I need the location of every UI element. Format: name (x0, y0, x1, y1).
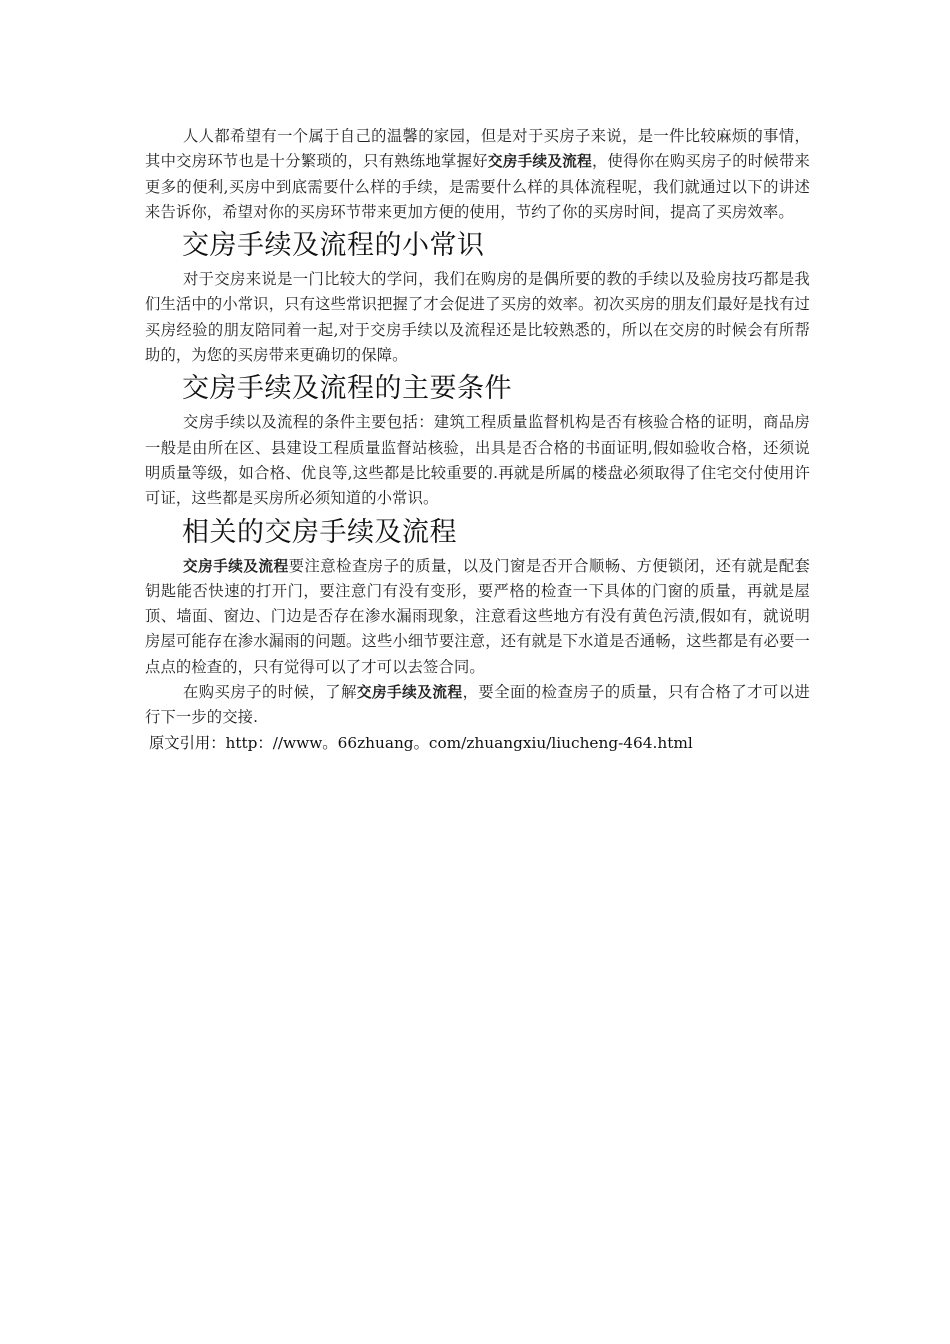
section2-paragraph: 交房手续以及流程的条件主要包括：建筑工程质量监督机构是否有核验合格的证明，商品房一般是由所在区、县建设工程质量监督站核验，出具是否合格的书面证明,假如验收合格，还须说明质量等级，如合格、优良等,这些都是比较重要的.再就是所属的楼盘必须取得了住宅交付使用许可证，这些都是买房所必须知道的小常识。 (145, 413, 810, 508)
section1-heading: 交房手续及流程的小常识 (182, 230, 485, 262)
section3-heading: 相关的交房手续及流程 (182, 516, 457, 548)
section1-paragraph: 对于交房来说是一门比较大的学问，我们在购房的是偶所要的教的手续以及验房技巧都是我们生活中的小常识，只有这些常识把握了才会促进了买房的效率。初次买房的朋友们最好是找有过买房经验的朋友陪同着一起,对于交房手续以及流程还是比较熟悉的，所以在交房的时候会有所帮助的，为您的买房带来更确切的保障。 (145, 270, 810, 365)
document-body (145, 124, 810, 756)
intro-text-before: 人人都希望有一个属于自己的温馨的家园，但是对于买房子来说，是一件比较麻烦的事情，其中交房环节也是十分繁琐的，只有熟练地掌握好 (145, 127, 810, 171)
section3-p1-text: 要注意检查房子的质量，以及门窗是否开合顺畅、方便锁闭，还有就是配套钥匙能否快速的打开门，要注意门有没有变形，要严格的检查一下具体的门窗的质量，再就是屋顶、墙面、窗边、门边是否存在渗水漏雨现象，注意看这些地方有没有黄色污渍,假如有，就说明房屋可能存在渗水漏雨的问题。这些小细节要注意，还有就是下水道是否通畅，这些都是有必要一点点的检查的，只有觉得可以了才可以去签合同。 (145, 556, 810, 676)
section2-heading: 交房手续及流程的主要条件 (182, 373, 512, 405)
source-citation: 原文引用：http：//www。66zhuang。com/zhuangxiu/liucheng-464.html (149, 733, 693, 752)
intro-paragraph (145, 124, 810, 225)
intro-bold-keyword: 交房手续及流程 (487, 153, 592, 171)
section3-bold-keyword-2: 交房手续及流程 (356, 684, 463, 702)
section3-p2-text-before: 在购买房子的时候，了解 (183, 683, 357, 702)
section3-p2-text-after: ，要全面的检查房子的质量，只有合格了才可以进行下一步的交接. (145, 683, 810, 727)
section3-bold-keyword-1: 交房手续及流程 (183, 557, 289, 575)
section3-paragraph-1 (145, 554, 810, 680)
section3-paragraph-2 (145, 680, 810, 731)
intro-text-after: ，使得你在购买房子的时候带来更多的便利,买房中到底需要什么样的手续，是需要什么样的具体流程呢，我们就通过以下的讲述来告诉你，希望对你的买房环节带来更加方便的使用，节约了你的买房时间，提高了买房效率。 (145, 152, 810, 221)
